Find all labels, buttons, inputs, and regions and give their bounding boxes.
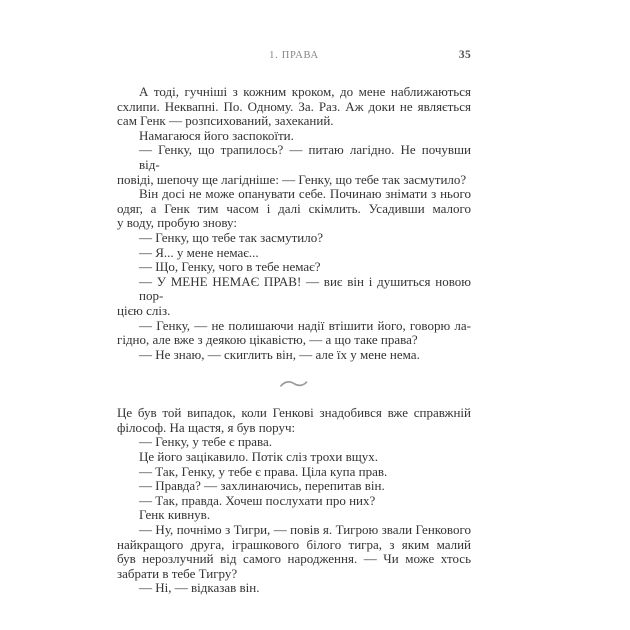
text-line: — Генку, у тебе є права.	[139, 434, 273, 450]
paragraph	[117, 523, 471, 581]
paragraph	[117, 508, 471, 523]
text-line: — Генку, — не полишаючи надії втішити його, говорю ла-	[139, 317, 471, 333]
paragraph	[117, 85, 471, 129]
paragraph	[117, 406, 471, 435]
paragraph	[117, 246, 471, 261]
text-line: Він досі не може опанувати себе. Починаю знімати з нього	[139, 186, 471, 202]
paragraph	[117, 479, 471, 494]
text-line: — Так, правда. Хочеш послухати про них?	[139, 492, 376, 508]
text-line: — Так, Генку, у тебе є права. Ціла купа прав.	[139, 463, 388, 479]
text-line: гідно, але вже з деякою цікавістю, — а що таке права?	[117, 332, 418, 348]
text-line: — Я... у мене немає...	[139, 244, 259, 260]
text-section	[117, 406, 471, 596]
text-line: повіді, шепочу ще лагідніше: — Генку, що тебе так засмутило?	[117, 171, 467, 187]
text-line: цією сліз.	[117, 302, 171, 318]
section-divider	[117, 362, 471, 406]
text-line: Це його зацікавило. Потік сліз трохи вщух.	[139, 449, 379, 465]
text-line: — Що, Генку, чого в тебе немає?	[139, 259, 321, 275]
text-line: — Не знаю, — скиглить він, — але їх у мене нема.	[139, 346, 420, 362]
paragraph	[117, 581, 471, 596]
paragraph	[117, 494, 471, 509]
text-line: Генк кивнув.	[139, 507, 211, 523]
text-line: — Ну, почнімо з Тигри, — повів я. Тигрою звали Генкового	[139, 522, 471, 538]
paragraph	[117, 348, 471, 363]
paragraph	[117, 435, 471, 450]
paragraph	[117, 143, 471, 187]
page-header	[117, 50, 471, 64]
paragraph	[117, 450, 471, 465]
text-line: найкращого друга, іграшкового білого тигра, з яким малий	[117, 536, 471, 552]
text-line: Це був той випадок, коли Генкові знадобився вже справжній	[117, 405, 471, 421]
text-line: — Ні, — відказав він.	[139, 580, 260, 596]
text-line: — У МЕНЕ НЕМАЄ ПРАВ! — виє він і душиться новою пор-	[139, 273, 471, 304]
text-line: сам Генк — розпсихований, захеканий.	[117, 113, 334, 129]
text-line: Намагаюся його заспокоїти.	[139, 127, 294, 143]
paragraph	[117, 260, 471, 275]
text-line: забрати в тебе Тигру?	[117, 565, 238, 581]
paragraph	[117, 187, 471, 231]
page-text	[117, 85, 471, 596]
chapter-title: 1. ПРАВА	[269, 50, 319, 61]
page-number: 35	[458, 48, 471, 61]
squiggle-icon	[279, 379, 309, 389]
paragraph	[117, 275, 471, 319]
paragraph	[117, 319, 471, 348]
text-line: А тоді, гучніші з кожним кроком, до мене наближаються	[139, 84, 471, 99]
text-line: — Генку, що тебе так засмутило?	[139, 229, 323, 245]
text-line: був нерозлучний від самого народження. — Чи може хтось	[117, 551, 471, 567]
text-line: — Правда? — захлинаючись, перепитав він.	[139, 478, 385, 494]
text-line: — Генку, що трапилось? — питаю лагідно. Не почувши від-	[139, 142, 471, 172]
text-line: схлипи. Неквапні. По. Одному. За. Раз. Аж доки не являється	[117, 98, 471, 114]
text-line: одяг, а Генк тим часом і далі скімлить. Усадивши малого	[117, 200, 471, 216]
paragraph	[117, 231, 471, 246]
text-line: філософ. На щастя, я був поруч:	[117, 419, 296, 435]
text-column	[117, 50, 471, 596]
text-section	[117, 85, 471, 362]
text-line: у воду, пробую знову:	[117, 215, 238, 231]
paragraph	[117, 129, 471, 144]
paragraph	[117, 465, 471, 480]
